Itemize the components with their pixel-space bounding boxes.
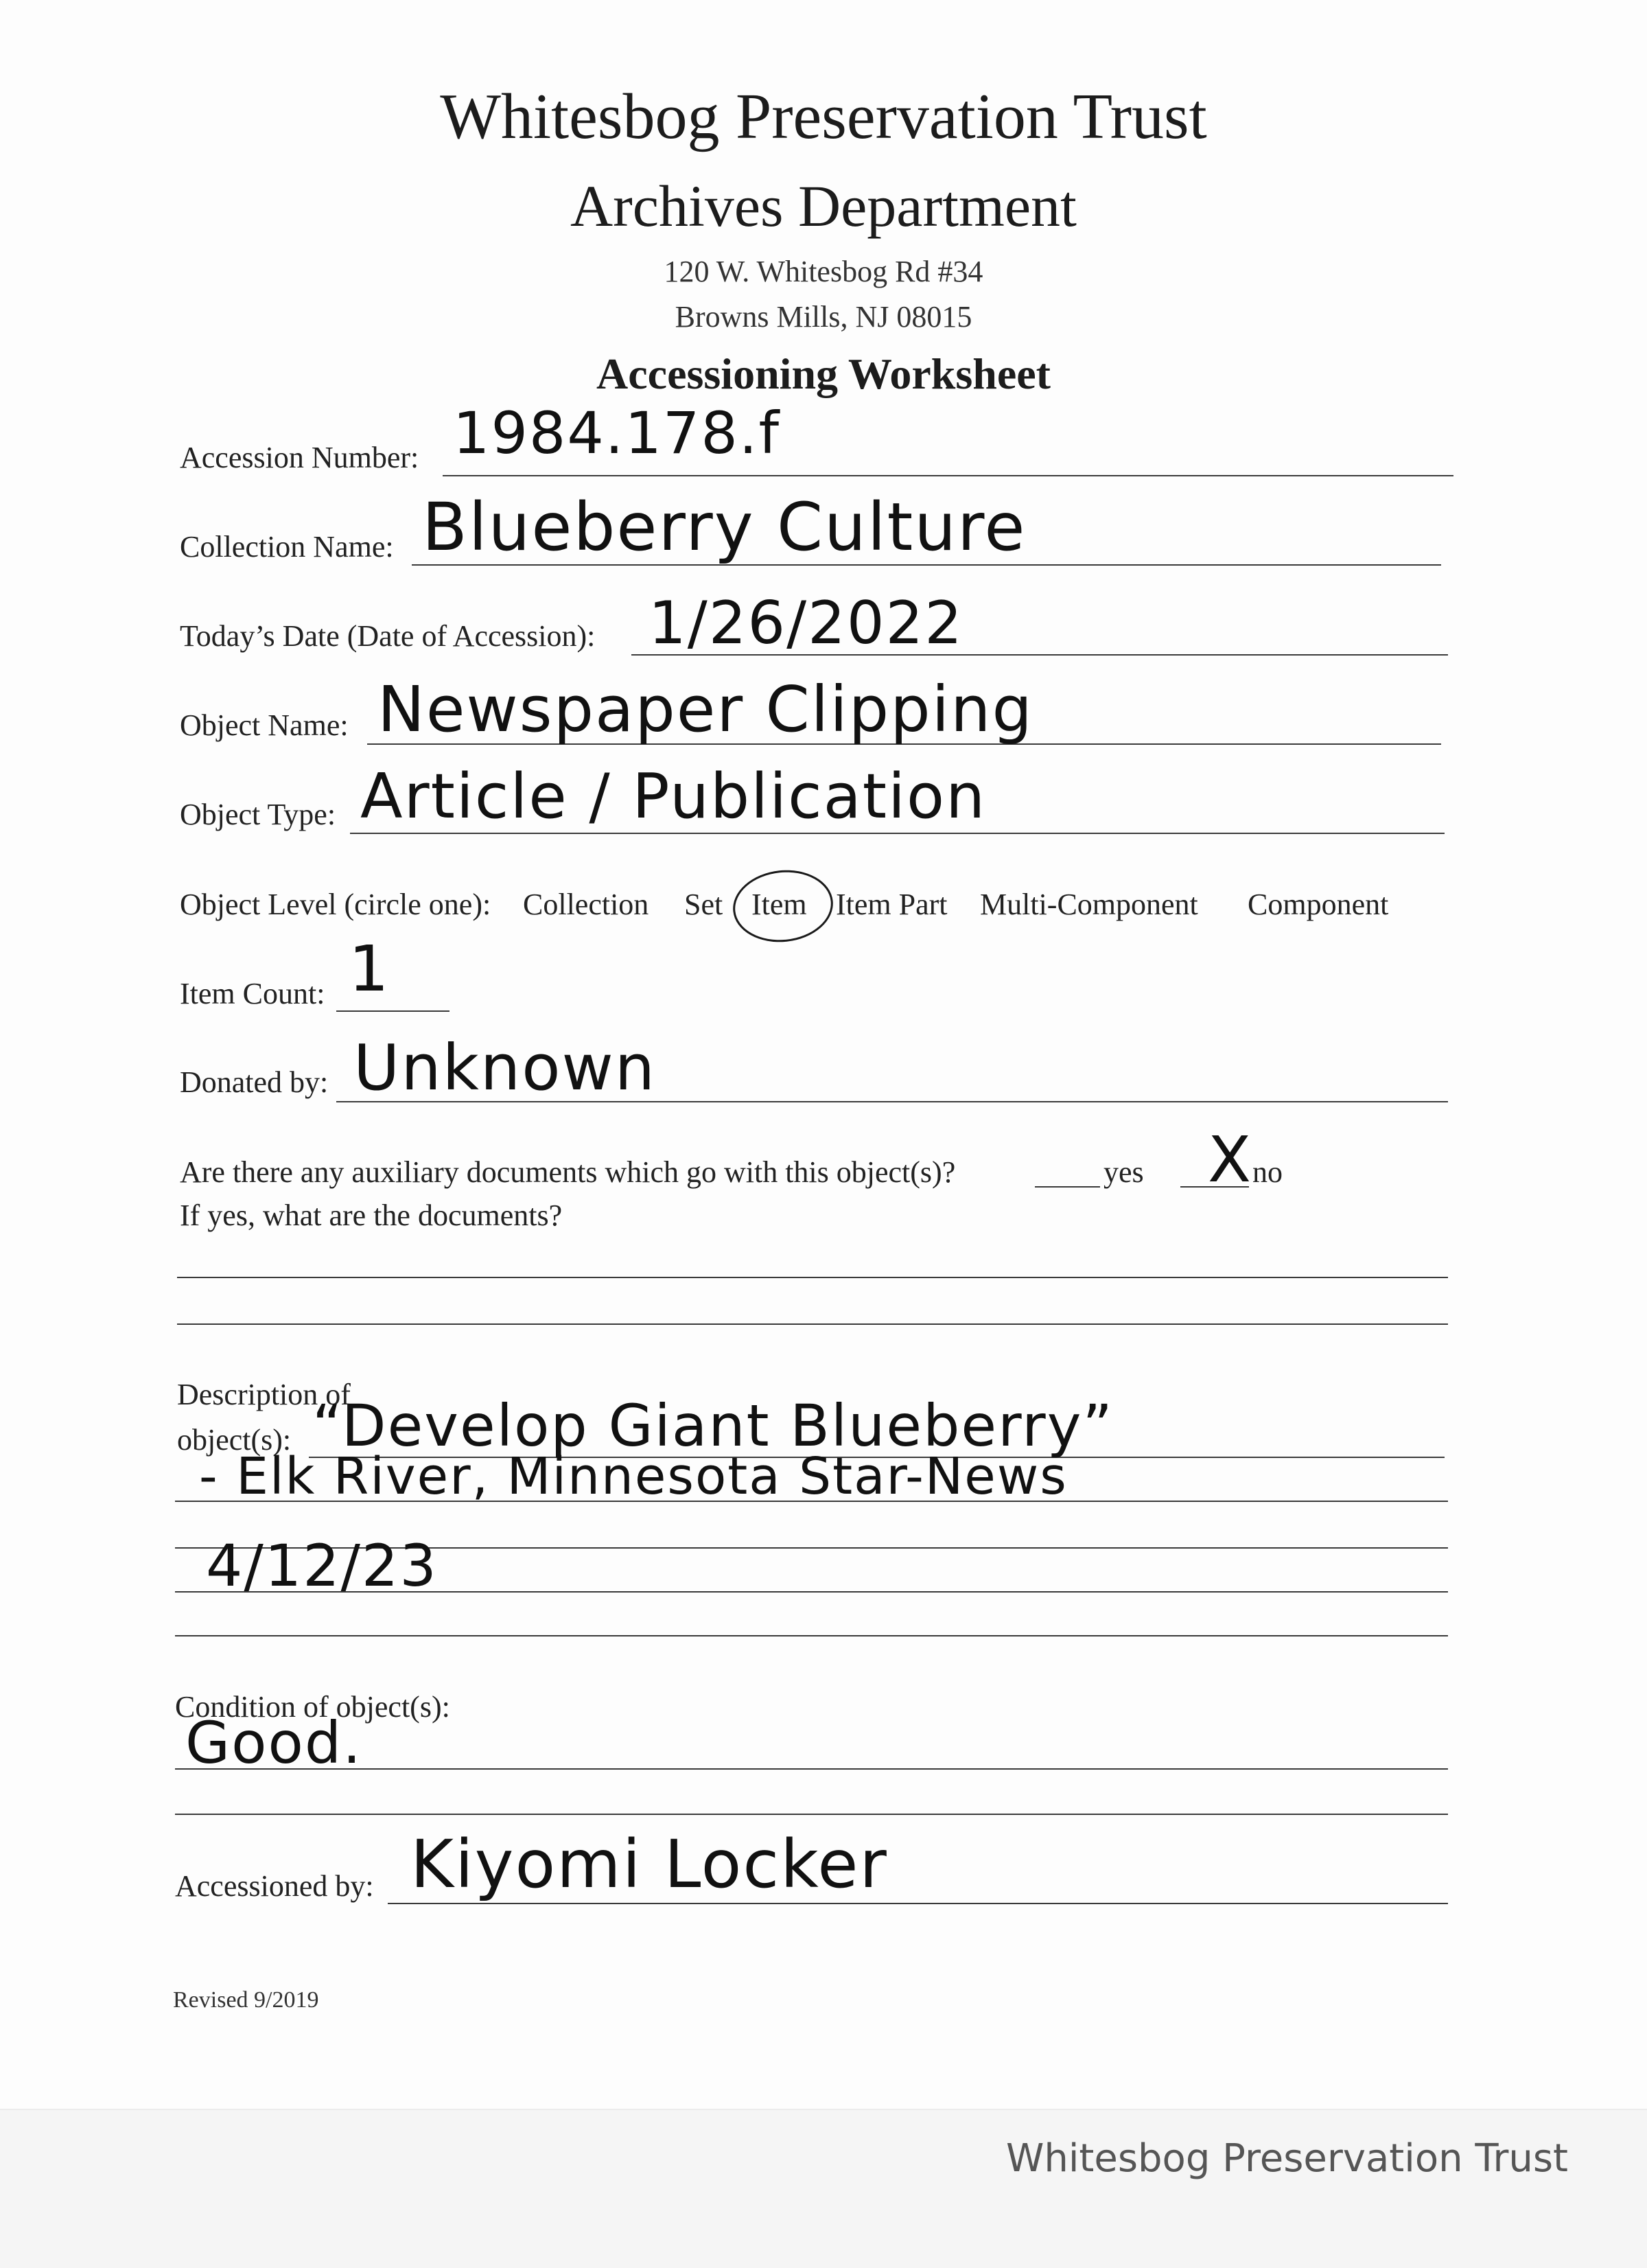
auxiliary-followup: If yes, what are the documents?: [180, 1199, 563, 1232]
object-level-label: Object Level (circle one):: [180, 888, 491, 921]
accession-number-line: [443, 475, 1453, 476]
description-text-3: 4/12/23: [206, 1532, 438, 1599]
object-type-value: Article / Publication: [360, 761, 987, 833]
item-count-value: 1: [349, 932, 390, 1006]
organization-title: Whitesbog Preservation Trust: [440, 81, 1207, 152]
footer-credit: Whitesbog Preservation Trust: [1006, 2136, 1568, 2181]
accession-number-value: 1984.178.f: [453, 400, 781, 467]
object-level-option-collection: Collection: [523, 888, 649, 921]
selected-item-circle: [729, 866, 837, 947]
collection-name-label: Collection Name:: [180, 530, 394, 564]
accessioned-by-value: Kiyomi Locker: [410, 1826, 888, 1903]
object-level-option-component: Component: [1248, 888, 1389, 921]
auxiliary-yes-line: [1035, 1186, 1100, 1188]
condition-line-2: [175, 1814, 1448, 1815]
condition-value: Good.: [185, 1709, 362, 1777]
auxiliary-question: Are there any auxiliary documents which go with this object(s)?: [180, 1155, 956, 1189]
accessioned-by-line: [388, 1903, 1448, 1904]
condition-line-1: [175, 1768, 1448, 1770]
description-text-1: “Develop Giant Blueberry”: [312, 1392, 1114, 1459]
object-name-value: Newspaper Clipping: [377, 673, 1033, 746]
object-level-option-item: Item: [751, 888, 807, 921]
auxiliary-no-label: no: [1252, 1155, 1283, 1189]
object-type-line: [350, 833, 1445, 834]
item-count-line: [336, 1010, 449, 1012]
revision-note: Revised 9/2019: [173, 1987, 319, 2013]
date-of-accession-value: 1/26/2022: [649, 589, 963, 658]
auxiliary-no-mark: X: [1208, 1123, 1253, 1196]
description-line-5: [175, 1635, 1448, 1636]
address-line-2: Browns Mills, NJ 08015: [675, 300, 972, 334]
object-level-option-multi-component: Multi-Component: [980, 888, 1198, 921]
auxiliary-answer-line-2: [177, 1323, 1448, 1325]
footer-band: [0, 2109, 1647, 2268]
description-label-line-1: Description of: [177, 1378, 351, 1411]
auxiliary-yes-label: yes: [1103, 1155, 1144, 1189]
item-count-label: Item Count:: [180, 977, 325, 1010]
form-title: Accessioning Worksheet: [596, 349, 1051, 398]
object-level-option-item-part: Item Part: [836, 888, 948, 921]
object-type-label: Object Type:: [180, 798, 336, 831]
accessioned-by-label: Accessioned by:: [175, 1869, 374, 1903]
collection-name-value: Blueberry Culture: [422, 489, 1027, 566]
description-text-2: - Elk River, Minnesota Star-News: [199, 1447, 1068, 1506]
object-level-option-set: Set: [684, 888, 723, 921]
description-label-line-2: object(s):: [177, 1423, 292, 1457]
address-line-1: 120 W. Whitesbog Rd #34: [664, 255, 983, 288]
accession-number-label: Accession Number:: [180, 441, 419, 474]
department-title: Archives Department: [570, 173, 1077, 239]
condition-label: Condition of object(s):: [175, 1690, 450, 1724]
object-name-label: Object Name:: [180, 708, 349, 742]
date-of-accession-label: Today’s Date (Date of Accession):: [180, 619, 596, 653]
donated-by-label: Donated by:: [180, 1065, 329, 1099]
auxiliary-answer-line-1: [177, 1277, 1448, 1278]
donated-by-value: Unknown: [353, 1031, 657, 1104]
